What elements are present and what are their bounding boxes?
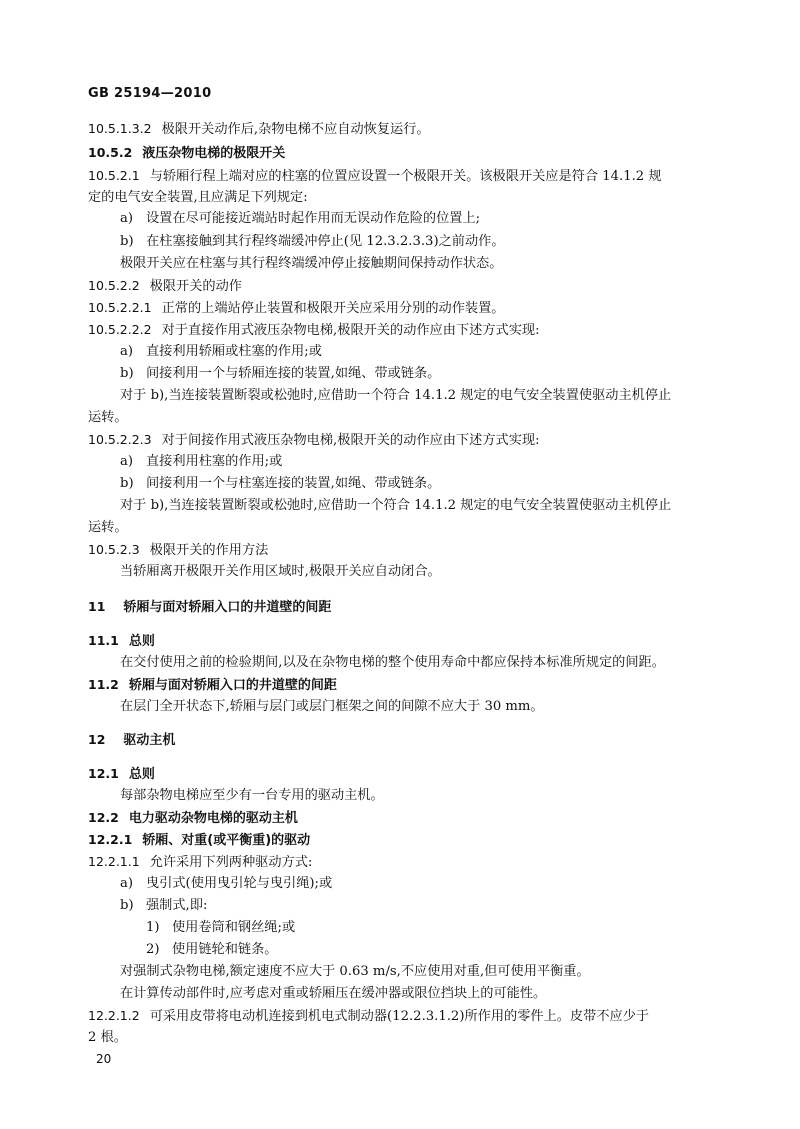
clause-number: 12.2.1.2 [88, 1008, 140, 1023]
list-text: 间接利用一个与轿厢连接的装置,如绳、带或链条。 [146, 366, 441, 381]
section-title: 驱动主机 [123, 733, 176, 748]
clause-number: 12.2 [88, 810, 119, 825]
clause-heading [88, 145, 285, 162]
clause-title: 总则 [128, 634, 155, 649]
clause-title: 总则 [128, 767, 155, 782]
section-number: 12 [88, 732, 106, 747]
clause-title: 电力驱动杂物电梯的驱动主机 [128, 811, 298, 826]
list-label: a) [120, 454, 134, 469]
paragraph-line: 在交付使用之前的检验期间,以及在杂物电梯的整个使用寿命中都应保持本标准所规定的间距。 [120, 655, 665, 670]
clause-text: 正常的上端站停止装置和极限开关应采用分别的动作装置。 [161, 301, 505, 316]
paragraph-line: 对强制式杂物电梯,额定速度不应大于 0.63 m/s,不应使用对重,但可使用平衡重。 [120, 964, 590, 979]
clause-title: 液压杂物电梯的极限开关 [142, 146, 286, 161]
clause-number: 11.1 [88, 633, 119, 648]
clause-number: 12.2.1 [88, 832, 133, 847]
clause-title: 轿厢、对重(或平衡重)的驱动 [142, 833, 311, 848]
clause-line [88, 854, 312, 871]
list-text: 设置在尽可能接近端站时起作用而无误动作危险的位置上; [146, 211, 481, 226]
clause-heading [88, 832, 310, 849]
continuation-line: 2 根。 [88, 1030, 127, 1045]
list-text: 曳引式(使用曳引轮与曳引绳);或 [146, 876, 333, 891]
clause-text: 可采用皮带将电动机连接到机电式制动器(12.2.3.1.2)所作用的零件上。皮带不应少于 [149, 1009, 650, 1024]
clause-text: 对于间接作用式液压杂物电梯,极限开关的动作应由下述方式实现: [161, 433, 540, 448]
clause-number: 10.5.2.3 [88, 542, 140, 557]
list-label: 1) [146, 920, 160, 935]
paragraph-line: 当轿厢离开极限开关作用区域时,极限开关应自动闭合。 [120, 564, 441, 579]
clause-text: 允许采用下列两种驱动方式: [149, 855, 313, 870]
clause-number: 10.5.2 [88, 145, 133, 160]
clause-text: 极限开关的动作 [149, 279, 242, 294]
paragraph-line: 在计算传动部件时,应考虑对重或轿厢压在缓冲器或限位挡块上的可能性。 [120, 986, 547, 1001]
clause-number: 12.2.1.1 [88, 854, 140, 869]
section-heading [88, 732, 175, 749]
clause-number: 10.5.2.2.3 [88, 432, 152, 447]
list-text: 强制式,即: [146, 898, 208, 913]
clause-number: 12.1 [88, 766, 119, 781]
paragraph-line: 极限开关应在柱塞与其行程终端缓冲停止接触期间保持动作状态。 [120, 256, 503, 271]
paragraph-line: 每部杂物电梯应至少有一台专用的驱动主机。 [120, 788, 384, 803]
section-heading [88, 599, 331, 616]
clause-number: 10.5.2.1 [88, 168, 140, 183]
list-label: b) [120, 234, 134, 249]
continuation-line: 运转。 [88, 520, 128, 535]
list-text: 直接利用轿厢或柱塞的作用;或 [146, 344, 322, 359]
paragraph-line: 对于 b),当连接装置断裂或松弛时,应借助一个符合 14.1.2 规定的电气安全装置使驱动主机停止 [120, 498, 672, 513]
list-label: b) [120, 476, 134, 491]
standard-number-header: GB 25194—2010 [88, 86, 212, 101]
clause-line [88, 278, 242, 295]
clause-line [88, 542, 268, 559]
clause-number: 11.2 [88, 677, 119, 692]
page-number: 20 [96, 1052, 112, 1066]
clause-number: 10.5.2.2.2 [88, 322, 152, 337]
section-title: 轿厢与面对轿厢入口的井道壁的间距 [123, 600, 332, 615]
clause-line [88, 300, 505, 317]
paragraph-line: 对于 b),当连接装置断裂或松弛时,应借助一个符合 14.1.2 规定的电气安全装置使驱动主机停止 [120, 388, 672, 403]
list-label: a) [120, 344, 134, 359]
list-label: a) [120, 876, 134, 891]
list-label: b) [120, 898, 134, 913]
section-number: 11 [88, 599, 106, 614]
clause-title: 轿厢与面对轿厢入口的井道壁的间距 [128, 678, 337, 693]
list-text: 直接利用柱塞的作用;或 [146, 454, 283, 469]
list-label: 2) [146, 942, 160, 957]
list-text: 使用链轮和链条。 [172, 942, 278, 957]
clause-heading [88, 633, 155, 650]
clause-heading [88, 810, 298, 827]
clause-line [88, 1008, 649, 1025]
paragraph-line: 在层门全开状态下,轿厢与层门或层门框架之间的间隙不应大于 30 mm。 [120, 699, 544, 714]
clause-number: 10.5.1.3.2 [88, 121, 152, 136]
clause-line [88, 121, 430, 138]
clause-number: 10.5.2.2 [88, 278, 140, 293]
list-label: b) [120, 366, 134, 381]
continuation-line: 运转。 [88, 410, 128, 425]
clause-text: 与轿厢行程上端对应的柱塞的位置应设置一个极限开关。该极限开关应是符合 14.1.2 规 [149, 169, 662, 184]
clause-text: 极限开关的作用方法 [149, 543, 269, 558]
clause-text: 极限开关动作后,杂物电梯不应自动恢复运行。 [161, 122, 430, 137]
list-text: 在柱塞接触到其行程终端缓冲停止(见 12.3.2.3.3)之前动作。 [146, 234, 505, 249]
clause-number: 10.5.2.2.1 [88, 300, 152, 315]
continuation-line: 定的电气安全装置,且应满足下列规定: [88, 190, 308, 205]
clause-text: 对于直接作用式液压杂物电梯,极限开关的动作应由下述方式实现: [161, 323, 540, 338]
clause-line [88, 168, 662, 185]
list-text: 间接利用一个与柱塞连接的装置,如绳、带或链条。 [146, 476, 441, 491]
clause-line [88, 322, 540, 339]
clause-heading [88, 677, 337, 694]
list-text: 使用卷筒和钢丝绳;或 [172, 920, 296, 935]
clause-line [88, 432, 540, 449]
list-label: a) [120, 211, 134, 226]
clause-heading [88, 766, 155, 783]
